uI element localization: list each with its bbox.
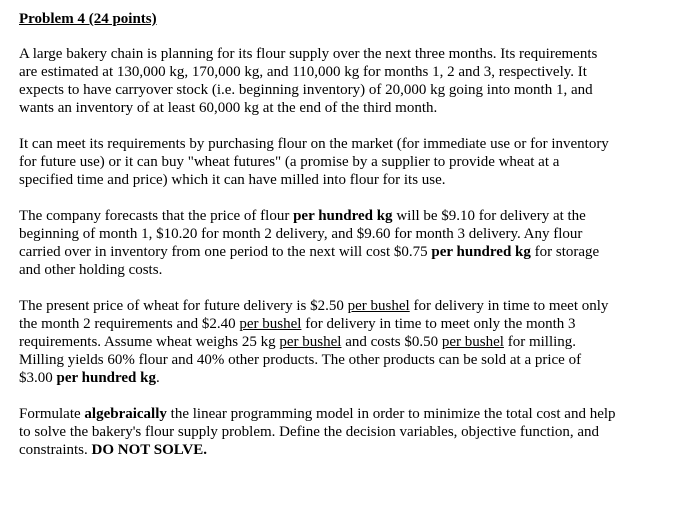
bold-text: per hundred kg	[56, 370, 156, 386]
problem-title: Problem 4 (24 points)	[19, 11, 157, 27]
text-line	[19, 405, 663, 423]
text-segment: and costs $0.50	[341, 334, 442, 350]
bold-text: algebraically	[84, 406, 167, 422]
text-segment: The company forecasts that the price of flour	[19, 208, 294, 224]
text-segment: constraints.	[19, 442, 92, 458]
text-line: to solve the bakery's flour supply problem. Define the decision variables, objective function, and	[19, 424, 600, 440]
underlined-text: per bushel	[441, 334, 504, 350]
text-segment: Formulate	[19, 406, 85, 422]
text-segment: the month 2 requirements and $2.40	[19, 316, 240, 332]
text-line: expects to have carryover stock (i.e. beginning inventory) of 20,000 kg going into month 1, and	[19, 82, 593, 98]
text-segment: carried over in inventory from one period to the next will cost $0.75	[19, 244, 432, 260]
text-line: and other holding costs.	[19, 262, 163, 278]
text-segment: for delivery in time to meet only	[409, 298, 609, 314]
text-line	[19, 207, 663, 225]
text-line	[19, 441, 663, 459]
bold-text: per hundred kg	[293, 208, 393, 224]
text-segment: The present price of wheat for future delivery is $2.50	[19, 298, 348, 314]
text-line	[19, 315, 663, 333]
underlined-text: per bushel	[239, 316, 302, 332]
text-line: It can meet its requirements by purchasing flour on the market (for immediate use or for inventory	[19, 136, 609, 152]
underlined-text: per bushel	[279, 334, 342, 350]
document-page	[19, 10, 663, 477]
text-line: Milling yields 60% flour and 40% other products. The other products can be sold at a price of	[19, 352, 582, 368]
text-segment: for delivery in time to meet only the month 3	[301, 316, 576, 332]
paragraph-flour-prices	[19, 207, 663, 279]
text-line: are estimated at 130,000 kg, 170,000 kg, and 110,000 kg for months 1, 2 and 3, respectively. It	[19, 64, 587, 80]
text-line: wants an inventory of at least 60,000 kg at the end of the third month.	[19, 100, 438, 116]
text-segment: $3.00	[19, 370, 57, 386]
paragraph-requirements	[19, 45, 663, 117]
text-segment: will be $9.10 for delivery at the	[392, 208, 586, 224]
text-line	[19, 369, 663, 387]
text-line	[19, 297, 663, 315]
bold-text: DO NOT SOLVE.	[91, 442, 207, 458]
bold-text: per hundred kg	[431, 244, 531, 260]
paragraph-purchasing-options	[19, 135, 663, 189]
underlined-text: per bushel	[347, 298, 410, 314]
text-segment: requirements. Assume wheat weighs 25 kg	[19, 334, 280, 350]
text-line: beginning of month 1, $10.20 for month 2 delivery, and $9.60 for month 3 delivery. Any flour	[19, 226, 583, 242]
text-line: A large bakery chain is planning for its flour supply over the next three months. Its requirements	[19, 46, 598, 62]
text-segment: for milling.	[503, 334, 577, 350]
text-line	[19, 243, 663, 261]
text-line	[19, 333, 663, 351]
text-segment: the linear programming model in order to minimize the total cost and help	[166, 406, 616, 422]
text-line: specified time and price) which it can have milled into flour for its use.	[19, 172, 446, 188]
text-segment: for storage	[530, 244, 600, 260]
text-segment: .	[156, 370, 160, 386]
text-line: for future use) or it can buy "wheat futures" (a promise by a supplier to provide wheat at a	[19, 154, 560, 170]
paragraph-instructions	[19, 405, 663, 459]
paragraph-wheat-futures	[19, 297, 663, 387]
